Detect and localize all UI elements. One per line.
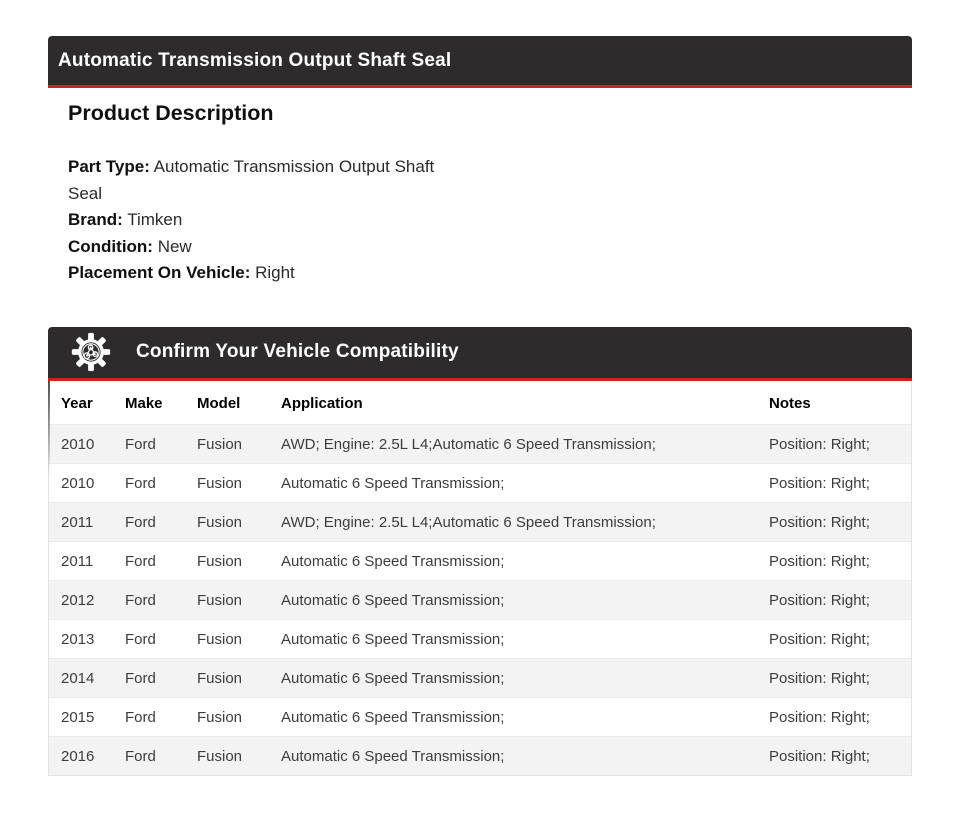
product-title-bar [48,36,912,88]
notes-cell: Position: Right; [757,580,911,619]
notes-cell: Position: Right; [757,424,911,463]
table-row [49,697,911,736]
notes-cell: Position: Right; [757,697,911,736]
year-cell: 2016 [49,736,113,775]
attribute-label: Brand: [68,210,123,229]
gear-icon [71,332,111,372]
model-cell: Fusion [185,502,269,541]
year-cell: 2015 [49,697,113,736]
product-body [48,101,912,287]
application-cell: Automatic 6 Speed Transmission; [269,736,757,775]
notes-cell: Position: Right; [757,463,911,502]
compatibility-title-bar [48,327,912,381]
product-attribute: Condition: New [68,236,192,256]
year-cell: 2014 [49,658,113,697]
application-cell: AWD; Engine: 2.5L L4;Automatic 6 Speed Transmission; [269,424,757,463]
make-cell: Ford [113,424,185,463]
table-row [49,736,911,775]
year-cell: 2010 [49,424,113,463]
application-cell: Automatic 6 Speed Transmission; [269,619,757,658]
product-attributes [68,154,440,287]
make-cell: Ford [113,463,185,502]
application-cell: Automatic 6 Speed Transmission; [269,658,757,697]
column-header: Application [269,381,757,425]
column-header: Year [49,381,113,425]
attribute-label: Part Type: [68,157,150,176]
attribute-label: Condition: [68,236,153,256]
make-cell: Ford [113,502,185,541]
application-cell: Automatic 6 Speed Transmission; [269,580,757,619]
table-row [49,658,911,697]
make-cell: Ford [113,619,185,658]
table-row [49,463,911,502]
make-cell: Ford [113,658,185,697]
compatibility-section [48,327,912,776]
notes-cell: Position: Right; [757,658,911,697]
table-row [49,541,911,580]
application-cell: AWD; Engine: 2.5L L4;Automatic 6 Speed Transmission; [269,502,757,541]
compatibility-table [49,381,911,775]
year-cell: 2010 [49,463,113,502]
model-cell: Fusion [185,541,269,580]
compatibility-title: Confirm Your Vehicle Compatibility [136,341,459,362]
make-cell: Ford [113,697,185,736]
column-header: Model [185,381,269,425]
product-description-heading: Product Description [68,101,274,125]
model-cell: Fusion [185,580,269,619]
make-cell: Ford [113,736,185,775]
make-cell: Ford [113,580,185,619]
product-section [48,36,912,287]
year-cell: 2011 [49,502,113,541]
application-cell: Automatic 6 Speed Transmission; [269,697,757,736]
table-header-row [49,381,911,425]
notes-cell: Position: Right; [757,736,911,775]
model-cell: Fusion [185,658,269,697]
table-row [49,619,911,658]
column-header: Notes [757,381,911,425]
product-title: Automatic Transmission Output Shaft Seal [58,49,452,71]
table-row [49,580,911,619]
attribute-label: Placement On Vehicle: [68,263,251,282]
compatibility-table-wrap [48,381,912,776]
product-attribute: Part Type: Automatic Transmission Output Shaft Seal [68,157,435,203]
table-row [49,502,911,541]
model-cell: Fusion [185,463,269,502]
table-row [49,424,911,463]
column-header: Make [113,381,185,425]
application-cell: Automatic 6 Speed Transmission; [269,541,757,580]
model-cell: Fusion [185,424,269,463]
notes-cell: Position: Right; [757,502,911,541]
model-cell: Fusion [185,619,269,658]
make-cell: Ford [113,541,185,580]
model-cell: Fusion [185,736,269,775]
product-attribute: Placement On Vehicle: Right [68,263,295,282]
year-cell: 2012 [49,580,113,619]
year-cell: 2011 [49,541,113,580]
year-cell: 2013 [49,619,113,658]
product-attribute: Brand: Timken [68,210,183,229]
notes-cell: Position: Right; [757,541,911,580]
application-cell: Automatic 6 Speed Transmission; [269,463,757,502]
notes-cell: Position: Right; [757,619,911,658]
model-cell: Fusion [185,697,269,736]
